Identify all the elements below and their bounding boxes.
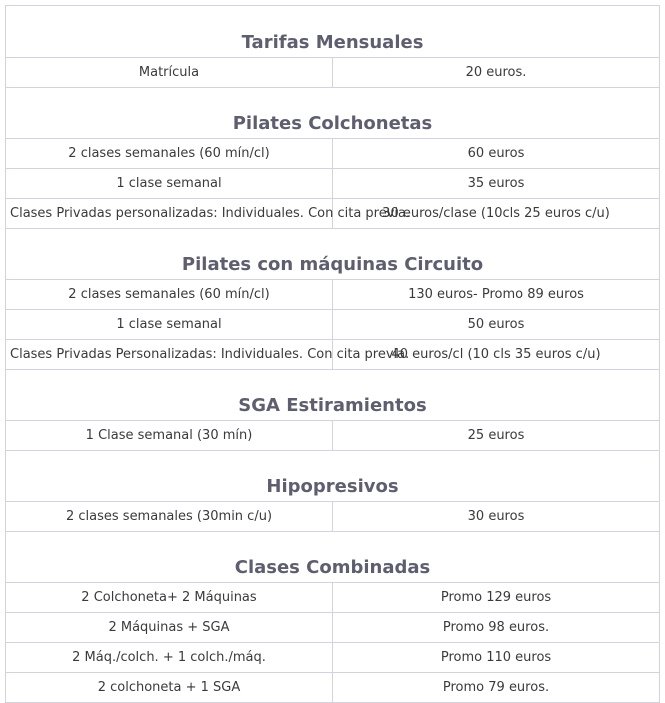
table-row	[6, 673, 660, 703]
class-label: 2 colchoneta + 1 SGA	[6, 673, 333, 703]
price-value: 130 euros- Promo 89 euros	[333, 280, 660, 310]
section-header	[6, 451, 660, 502]
price-value: Promo 79 euros.	[333, 673, 660, 703]
table-row	[6, 169, 660, 199]
class-label: 2 Máquinas + SGA	[6, 613, 333, 643]
price-value: 25 euros	[333, 421, 660, 451]
table-row	[6, 340, 660, 370]
price-value: 50 euros	[333, 310, 660, 340]
section-title: Pilates Colchonetas	[6, 88, 660, 139]
section-header	[6, 6, 660, 58]
pricing-table	[5, 5, 660, 703]
section-title: Tarifas Mensuales	[6, 6, 660, 58]
price-value: Promo 129 euros	[333, 583, 660, 613]
table-row	[6, 643, 660, 673]
section-header	[6, 370, 660, 421]
price-value: 60 euros	[333, 139, 660, 169]
price-value: 35 euros	[333, 169, 660, 199]
price-value: 20 euros.	[333, 58, 660, 88]
class-label: 2 Máq./colch. + 1 colch./máq.	[6, 643, 333, 673]
section-title: Clases Combinadas	[6, 532, 660, 583]
table-row	[6, 502, 660, 532]
table-row	[6, 199, 660, 229]
class-label: Matrícula	[6, 58, 333, 88]
class-label: 2 clases semanales (60 mín/cl)	[6, 280, 333, 310]
table-row	[6, 310, 660, 340]
class-label: 2 Colchoneta+ 2 Máquinas	[6, 583, 333, 613]
section-header	[6, 532, 660, 583]
class-label: 2 clases semanales (60 mín/cl)	[6, 139, 333, 169]
class-label: 1 clase semanal	[6, 169, 333, 199]
class-label: Clases Privadas Personalizadas: Individuales. Con cita previa.	[6, 340, 333, 370]
section-header	[6, 229, 660, 280]
table-row	[6, 58, 660, 88]
section-header	[6, 88, 660, 139]
class-label: Clases Privadas personalizadas: Individuales. Con cita previa.	[6, 199, 333, 229]
table-row	[6, 421, 660, 451]
table-row	[6, 583, 660, 613]
price-value: Promo 110 euros	[333, 643, 660, 673]
section-title: Pilates con máquinas Circuito	[6, 229, 660, 280]
section-title: SGA Estiramientos	[6, 370, 660, 421]
price-value: Promo 98 euros.	[333, 613, 660, 643]
section-title: Hipopresivos	[6, 451, 660, 502]
price-value: 40 euros/cl (10 cls 35 euros c/u)	[333, 340, 660, 370]
price-value: 30 euros/clase (10cls 25 euros c/u)	[333, 199, 660, 229]
class-label: 1 Clase semanal (30 mín)	[6, 421, 333, 451]
table-row	[6, 613, 660, 643]
class-label: 2 clases semanales (30min c/u)	[6, 502, 333, 532]
class-label: 1 clase semanal	[6, 310, 333, 340]
table-row	[6, 280, 660, 310]
table-row	[6, 139, 660, 169]
price-value: 30 euros	[333, 502, 660, 532]
